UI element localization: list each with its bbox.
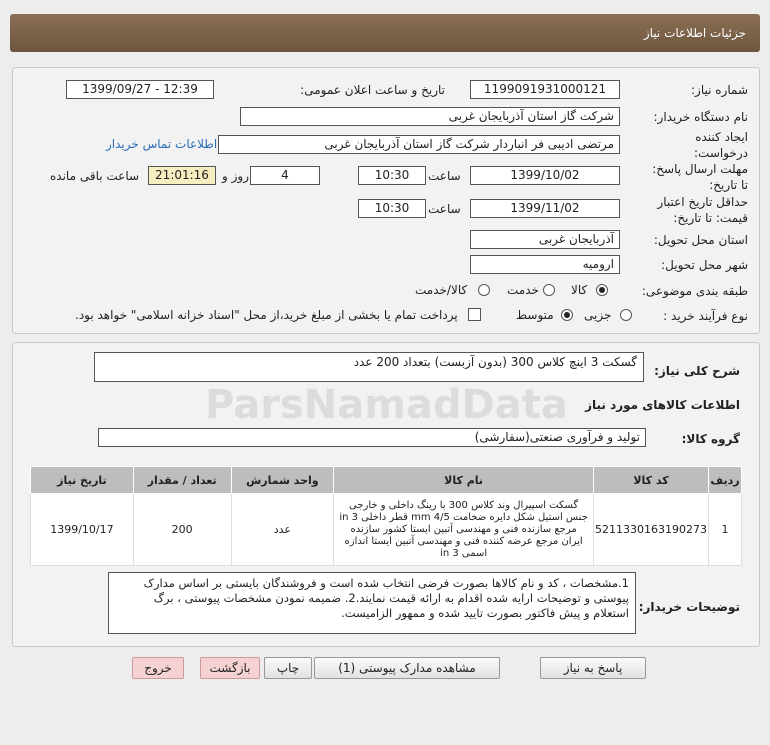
buyer-notes-line: استعلام و پیش فاکتور بصورت تایید شده و ممهور الزامیست.	[341, 606, 629, 620]
buyer-contact-link[interactable]: اطلاعات تماس خریدار	[106, 137, 218, 151]
page-title: جزئیات اطلاعات نیاز	[643, 26, 746, 40]
city-field: ارومیه	[470, 255, 620, 274]
reply-time-field: 10:30	[358, 166, 426, 185]
remaining-time-label: ساعت باقی مانده	[50, 169, 140, 183]
buyer-org-field: شرکت گاز استان آذربایجان غربی	[240, 107, 620, 126]
cell-name-line: ایران مرجع عرضه کننده فنی و مهندسی آتبین ایستا اندازه	[344, 535, 583, 547]
cell-code: 5211330163190273	[594, 494, 709, 566]
treasury-checkbox[interactable]	[468, 308, 481, 321]
summary-text: گسکت 3 اینچ کلاس 300 (بدون آزبست) بتعداد 200 عدد	[353, 355, 637, 369]
category-radio-service[interactable]	[543, 284, 555, 296]
cell-date: 1399/10/17	[31, 494, 134, 566]
remaining-time-field: 21:01:16	[148, 166, 216, 185]
reply-date-field: 1399/10/02	[470, 166, 620, 185]
category-option-service: خدمت	[507, 283, 539, 297]
cell-row: 1	[709, 494, 742, 566]
category-option-goods: کالا	[571, 283, 588, 297]
cell-name	[334, 494, 594, 566]
cell-name-line: گسکت اسپیرال وند کلاس 300 با رینگ داخلی و خارجی	[349, 499, 579, 511]
days-remaining-field: 4	[250, 166, 320, 185]
page-header	[10, 14, 760, 52]
creator-label-2: درخواست:	[694, 146, 748, 160]
table-header-row	[31, 467, 742, 494]
buyer-notes-box	[108, 572, 636, 634]
col-row: ردیف	[709, 467, 742, 494]
creator-label-1: ایجاد کننده	[695, 130, 748, 144]
table-row[interactable]	[31, 494, 742, 566]
back-button[interactable]: بازگشت	[200, 657, 260, 679]
reply-deadline-label-1: مهلت ارسال پاسخ:	[652, 162, 748, 176]
summary-box	[94, 352, 644, 382]
buyer-notes-label: توضیحات خریدار:	[638, 600, 740, 614]
col-qty: تعداد / مقدار	[133, 467, 231, 494]
process-radio-minor[interactable]	[620, 309, 632, 321]
process-option-medium: متوسط	[516, 308, 554, 322]
validity-date-field: 1399/11/02	[470, 199, 620, 218]
buyer-notes-line: 1.مشخصات ، کد و نام کالاها بصورت فرضی انتخاب شده است و فروشندگان بایستی بر اساس مدارک	[143, 576, 629, 590]
process-label: نوع فرآیند خرید :	[663, 309, 748, 323]
col-unit: واحد شمارش	[231, 467, 334, 494]
reply-time-label: ساعت	[428, 169, 461, 183]
announce-date-field: 1399/09/27 - 12:39	[66, 80, 214, 99]
goods-table	[30, 466, 742, 566]
need-number-field: 1199091931000121	[470, 80, 620, 99]
price-validity-label-1: حداقل تاریخ اعتبار	[657, 195, 748, 209]
cell-unit: عدد	[231, 494, 334, 566]
exit-button[interactable]: خروج	[132, 657, 184, 679]
province-label: استان محل تحویل:	[653, 233, 748, 247]
print-button[interactable]: چاپ	[264, 657, 312, 679]
category-option-goods-service: کالا/خدمت	[415, 283, 468, 297]
creator-field: مرتضی ادیبی فر انباردار شرکت گاز استان آذربایجان غربی	[218, 135, 620, 154]
reply-button[interactable]: پاسخ به نیاز	[540, 657, 646, 679]
col-date: تاریخ نیاز	[31, 467, 134, 494]
buyer-org-label: نام دستگاه خریدار:	[653, 110, 748, 124]
category-radio-goods[interactable]	[596, 284, 608, 296]
cell-name-line: جنس استیل شکل دایره ضخامت mm 4/5 قطر داخلی in 3	[339, 511, 588, 523]
buyer-notes-line: پیوستی و توضیحات ارایه شده اقدام به ارائه قیمت نمایند.2. ضمیمه نمودن مشخصات پیوستی ، برگ	[153, 591, 629, 605]
city-label: شهر محل تحویل:	[661, 258, 748, 272]
category-radio-goods-service[interactable]	[478, 284, 490, 296]
summary-label: شرح کلی نیاز:	[654, 364, 740, 378]
attachments-button[interactable]: مشاهده مدارک پیوستی (1)	[314, 657, 500, 679]
goods-info-title: اطلاعات کالاهای مورد نیاز	[585, 398, 740, 412]
announce-date-label: تاریخ و ساعت اعلان عمومی:	[300, 83, 445, 97]
days-label: روز و	[222, 169, 249, 183]
cell-name-line: مرجع سازنده فنی و مهندسی آتبین ایستا کشور سازنده	[350, 523, 577, 535]
process-radio-medium[interactable]	[561, 309, 573, 321]
col-name: نام کالا	[334, 467, 594, 494]
validity-time-label: ساعت	[428, 202, 461, 216]
province-field: آذربایجان غربی	[470, 230, 620, 249]
validity-time-field: 10:30	[358, 199, 426, 218]
goods-group-label: گروه کالا:	[681, 432, 740, 446]
col-code: کد کالا	[594, 467, 709, 494]
process-option-minor: جزیی	[584, 308, 612, 322]
reply-deadline-label-2: تا تاریخ:	[709, 178, 748, 192]
treasury-note: پرداخت تمام یا بخشی از مبلغ خرید،از محل "اسناد خزانه اسلامی" خواهد بود.	[75, 308, 458, 322]
cell-qty: 200	[133, 494, 231, 566]
category-label: طبقه بندی موضوعی:	[641, 284, 748, 298]
cell-name-line: اسمی in 3	[440, 547, 488, 559]
price-validity-label-2: قیمت: تا تاریخ:	[673, 211, 748, 225]
goods-group-field: تولید و فرآوری صنعتی(سفارشی)	[98, 428, 646, 447]
need-number-label: شماره نیاز:	[691, 83, 748, 97]
